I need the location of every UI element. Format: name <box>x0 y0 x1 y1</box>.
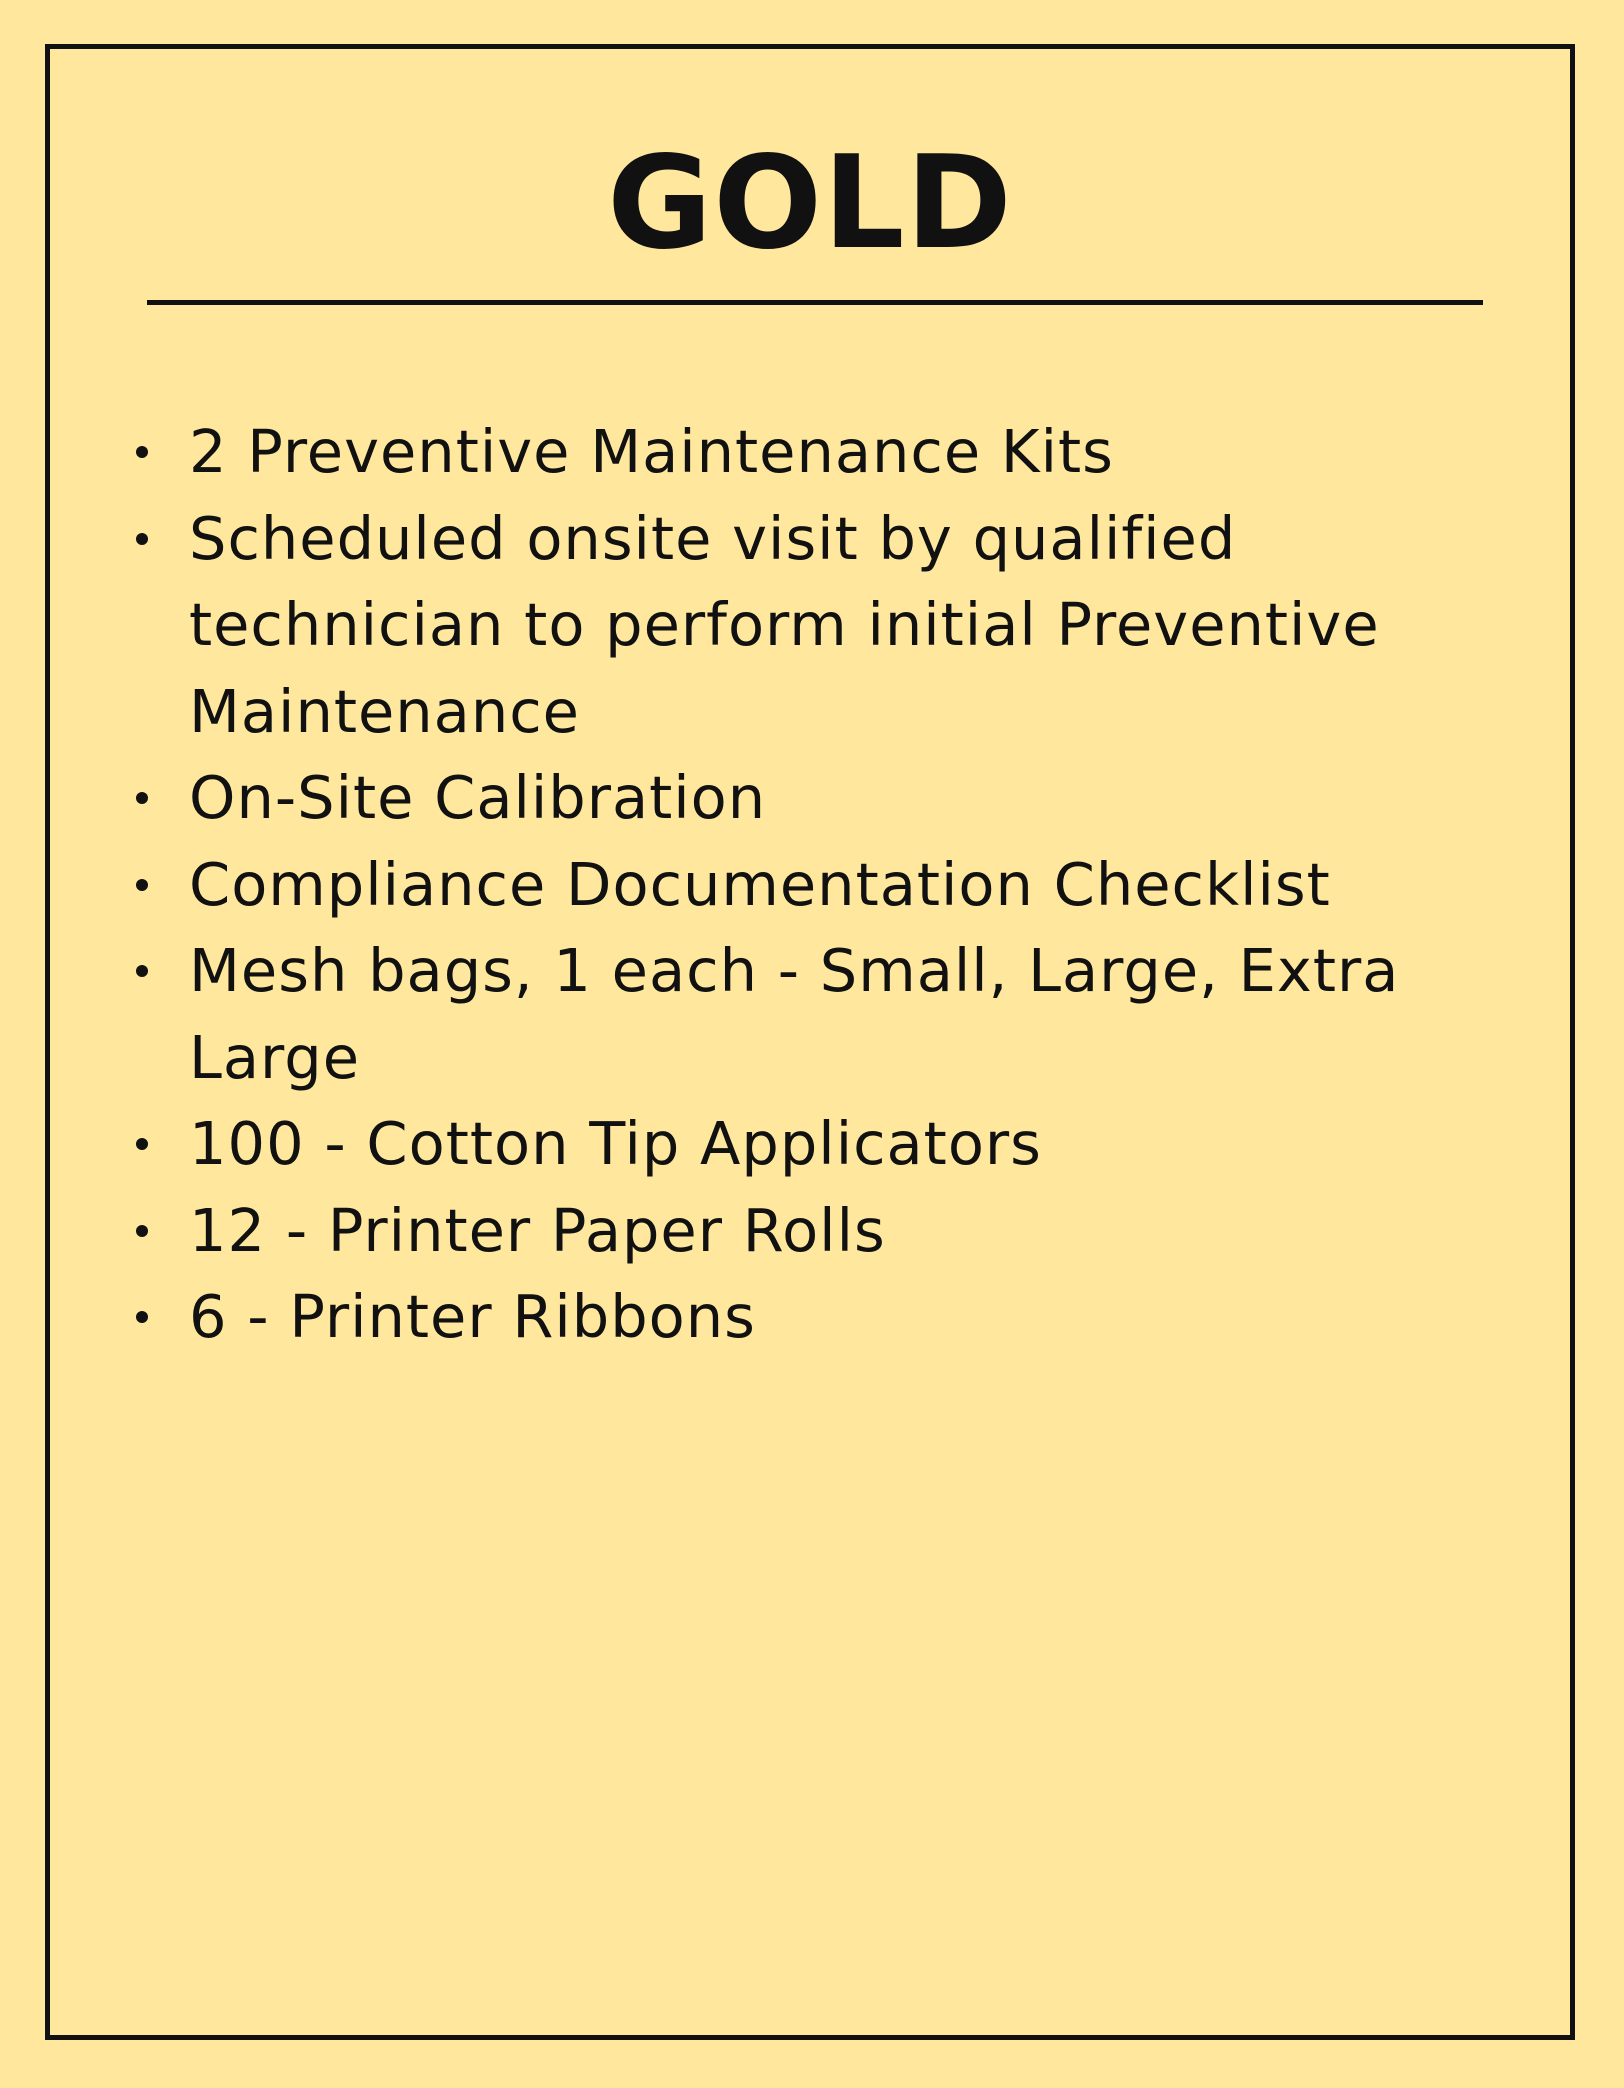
list-item-text: Scheduled onsite visit by qualified technician to perform initial Preventive Maintenance <box>189 503 1380 746</box>
list-item <box>50 496 1480 756</box>
list-item-text: 6 - Printer Ribbons <box>189 1282 756 1351</box>
list-item-text: Compliance Documentation Checklist <box>189 849 1331 919</box>
list-item-text: 12 - Printer Paper Rolls <box>189 1195 886 1265</box>
bullet-dot-icon <box>136 1138 148 1150</box>
bullet-dot-icon <box>136 1311 148 1323</box>
list-item-text: Mesh bags, 1 each - Small, Large, Extra Large <box>189 936 1400 1092</box>
list-item-text: On-Site Calibration <box>189 763 767 832</box>
list-item <box>50 842 1480 929</box>
plan-title: GOLD <box>607 129 1013 278</box>
title-divider <box>147 300 1483 305</box>
list-item-text: 2 Preventive Maintenance Kits <box>189 417 1114 486</box>
list-item <box>50 1274 1480 1361</box>
list-item <box>50 928 1480 1101</box>
bullet-dot-icon <box>136 1225 148 1237</box>
feature-list <box>50 409 1480 1361</box>
list-item-text: 100 - Cotton Tip Applicators <box>189 1109 1042 1178</box>
bullet-dot-icon <box>136 533 148 545</box>
bullet-dot-icon <box>136 792 148 804</box>
bullet-dot-icon <box>136 965 148 977</box>
list-item <box>50 409 1480 496</box>
bullet-dot-icon <box>136 446 148 458</box>
bullet-dot-icon <box>136 879 148 891</box>
list-item <box>50 755 1480 842</box>
plan-card <box>45 44 1575 2040</box>
list-item <box>50 1101 1480 1188</box>
list-item <box>50 1188 1480 1275</box>
